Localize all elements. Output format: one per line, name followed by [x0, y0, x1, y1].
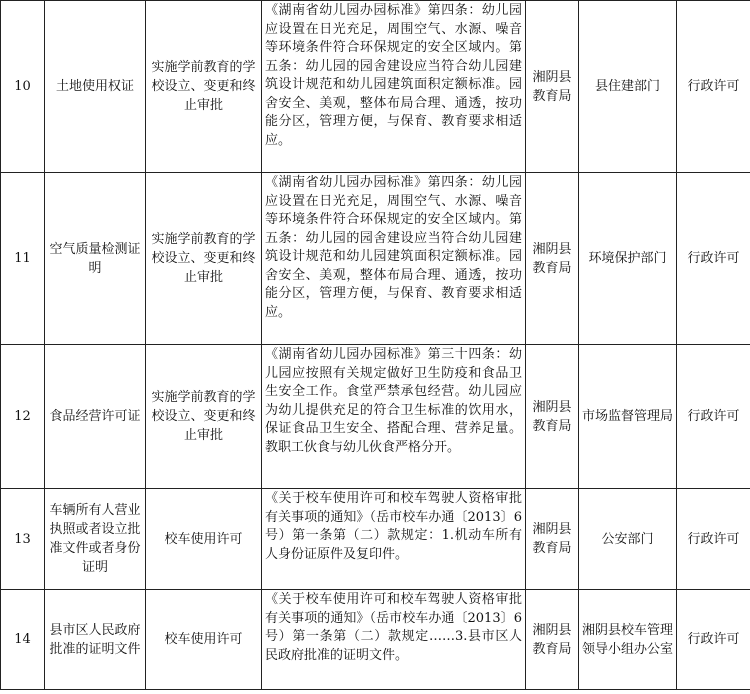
- row-number: 10: [1, 1, 45, 173]
- legal-basis: 《湖南省幼儿园办园标准》第四条：幼儿园应设置在日光充足，周围空气、水源、噪音等环境条件符合环保规定的安全区域内。第五条：幼儿园的园舍建设应当符合幼儿园建筑设计规范和幼儿园建筑面积定额标准。园舍安全、美观，整体布局合理、通透，按功能分区，管理方便，与保育、教育要求相适应。: [262, 1, 526, 173]
- table-row: [1, 345, 750, 489]
- approval-item: 校车使用许可: [146, 489, 262, 590]
- implementing-agency: 湘阴县教育局: [526, 489, 579, 590]
- approval-item: 实施学前教育的学校设立、变更和终止审批: [146, 1, 262, 173]
- issuing-department: 市场监督管理局: [579, 345, 677, 489]
- table-row: [1, 590, 750, 690]
- approval-item: 实施学前教育的学校设立、变更和终止审批: [146, 173, 262, 345]
- legal-basis: 《湖南省幼儿园办园标准》第四条：幼儿园应设置在日光充足，周围空气、水源、噪音等环境条件符合环保规定的安全区域内。第五条：幼儿园的园舍建设应当符合幼儿园建筑设计规范和幼儿园建筑面积定额标准。园舍安全、美观，整体布局合理、通透，按功能分区，管理方便，与保育、教育要求相适应。: [262, 173, 526, 345]
- row-number: 12: [1, 345, 45, 489]
- material-name: 土地使用权证: [45, 1, 146, 173]
- legal-basis: 《关于校车使用许可和校车驾驶人资格审批有关事项的通知》（岳市校车办通〔2013〕6号）第一条第（二）款规定……3.县市区人民政府批准的证明文件。: [262, 590, 526, 690]
- implementing-agency: 湘阴县教育局: [526, 1, 579, 173]
- approval-item: 校车使用许可: [146, 590, 262, 690]
- row-number: 11: [1, 173, 45, 345]
- material-name: 空气质量检测证明: [45, 173, 146, 345]
- material-name: 县市区人民政府批准的证明文件: [45, 590, 146, 690]
- table-row: [1, 173, 750, 345]
- row-number: 13: [1, 489, 45, 590]
- matter-type: 行政许可: [677, 590, 750, 690]
- row-number: 14: [1, 590, 45, 690]
- material-name: 车辆所有人营业执照或者设立批准文件或者身份证明: [45, 489, 146, 590]
- implementing-agency: 湘阴县教育局: [526, 345, 579, 489]
- issuing-department: 公安部门: [579, 489, 677, 590]
- matter-type: 行政许可: [677, 173, 750, 345]
- implementing-agency: 湘阴县教育局: [526, 173, 579, 345]
- approval-item: 实施学前教育的学校设立、变更和终止审批: [146, 345, 262, 489]
- table-row: [1, 489, 750, 590]
- table-row: [1, 1, 750, 173]
- issuing-department: 环境保护部门: [579, 173, 677, 345]
- matter-type: 行政许可: [677, 345, 750, 489]
- material-name: 食品经营许可证: [45, 345, 146, 489]
- issuing-department: 县住建部门: [579, 1, 677, 173]
- issuing-department: 湘阴县校车管理领导小组办公室: [579, 590, 677, 690]
- implementing-agency: 湘阴县教育局: [526, 590, 579, 690]
- legal-basis: 《关于校车使用许可和校车驾驶人资格审批有关事项的通知》（岳市校车办通〔2013〕6号）第一条第（二）款规定：1.机动车所有人身份证原件及复印件。: [262, 489, 526, 590]
- legal-basis: 《湖南省幼儿园办园标准》第三十四条：幼儿园应按照有关规定做好卫生防疫和食品卫生安全工作。食堂严禁承包经营。幼儿园应为幼儿提供充足的符合卫生标准的饮用水，保证食品卫生安全、搭配合理、营养足量。教职工伙食与幼儿伙食严格分开。: [262, 345, 526, 489]
- matter-type: 行政许可: [677, 1, 750, 173]
- matter-type: 行政许可: [677, 489, 750, 590]
